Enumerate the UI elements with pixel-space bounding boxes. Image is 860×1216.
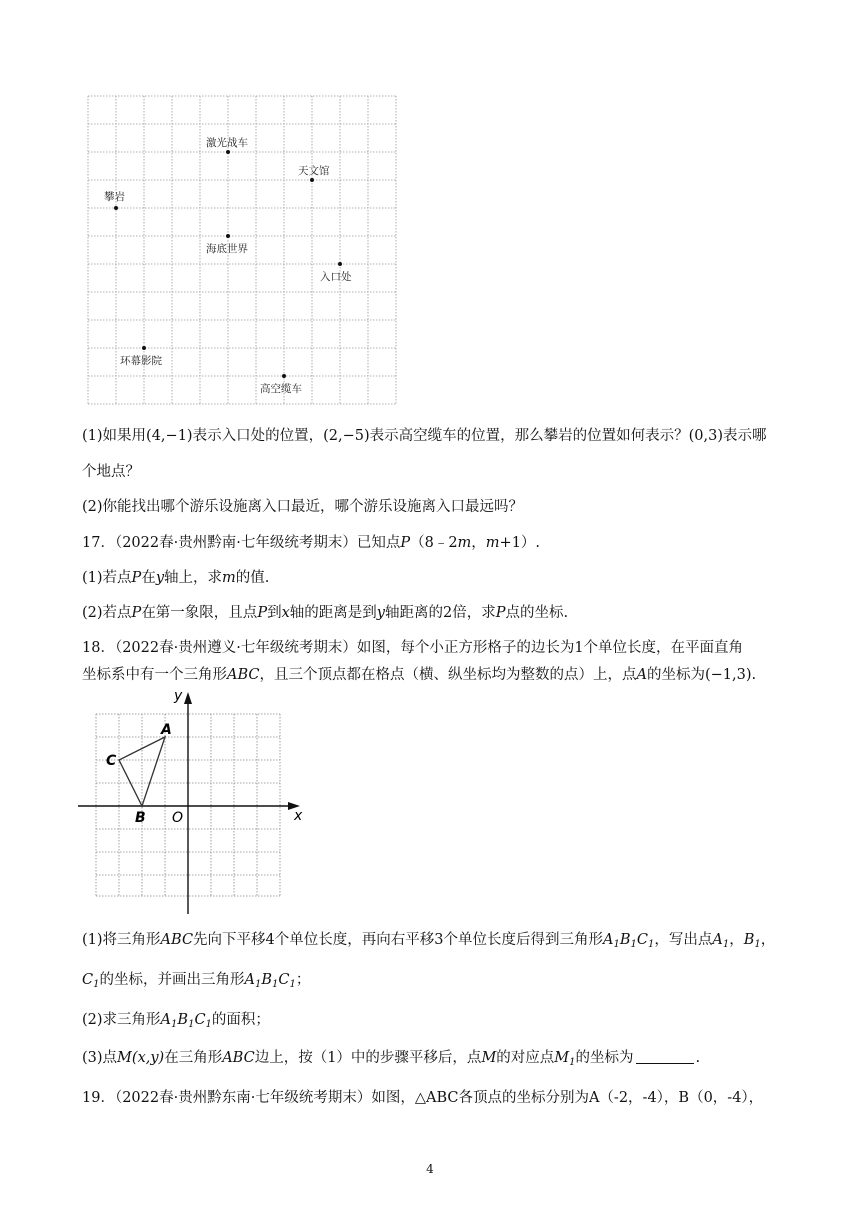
map-location-dot [226,150,230,154]
amusement-park-map [86,94,400,410]
map-location-label: 海底世界 [206,243,248,255]
point-c-label: C [106,753,117,769]
map-location-label: 天文馆 [298,165,330,177]
q18-line2: 坐标系中有一个三角形ABC，且三个顶点都在格点（横、纵坐标均为整数的点）上，点A的坐标为(−1,3). [82,667,757,683]
coordinate-svg [78,690,318,916]
coordinate-figure [78,690,318,920]
x-label: x [294,808,303,824]
origin-label: O [172,810,184,826]
q18-part1-line1: (1)将三角形ABC先向下平移4个单位长度，再向右平移3个单位长度后得到三角形$A_1B_1C_1$，写出点$A_1$，$B_1$， [82,932,776,950]
page-number: 4 [426,1162,434,1176]
q16-part2: (2)你能找出哪个游乐设施离入口最近，哪个游乐设施离入口最远吗？ [82,499,524,515]
q16-part1-line2: 个地点？ [82,464,140,480]
q17-part2: (2)若点P在第一象限，且点P到x轴的距离是到y轴距离的2倍，求P点的坐标. [82,605,569,621]
point-a-label: A [161,722,172,738]
map-location-dot [310,178,314,182]
map-location-dot [114,206,118,210]
map-location-label: 环幕影院 [120,355,162,367]
q16-part1-line1: (1)如果用(4,−1)表示入口处的位置，(2,−5)表示高空缆车的位置，那么攀岩的位置如何表示？(0,3)表示哪 [82,428,767,444]
q18-part2: (2)求三角形$A_1B_1C_1$的面积； [82,1012,270,1030]
q18-line1: 18．（2022春·贵州遵义·七年级统考期末）如图，每个小正方形格子的边长为1个单位长度，在平面直角 [82,640,744,656]
answer-blank[interactable] [636,1049,694,1064]
map-location-dot [282,374,286,378]
map-location-label: 激光战车 [206,137,248,149]
q17-part1: (1)若点P在y轴上，求m的值. [82,570,270,586]
map-location-dot [226,234,230,238]
map-grid-svg [86,94,400,406]
q17-header: 17．（2022春·贵州黔南·七年级统考期末）已知点P（8﹣2m，m+1）. [82,535,541,551]
map-location-label: 高空缆车 [260,383,302,395]
map-location-label: 入口处 [320,271,352,283]
point-b-label: B [135,810,146,826]
map-location-dot [142,346,146,350]
q18-part1-line2: $C_1$的坐标，并画出三角形$A_1B_1C_1$； [82,972,311,990]
map-location-label: 攀岩 [104,191,125,203]
q18-part3: (3)点M(x,y)在三角形ABC边上，按（1）中的步骤平移后，点M的对应点$M_1$的坐标为 . [82,1050,701,1068]
q19-line: 19．（2022春·贵州黔东南·七年级统考期末）如图，△ABC各顶点的坐标分别为A（-2，-4），B（0，-4）， [82,1090,764,1106]
map-location-dot [338,262,342,266]
y-axis-arrow [184,692,192,704]
y-label: y [174,690,183,704]
